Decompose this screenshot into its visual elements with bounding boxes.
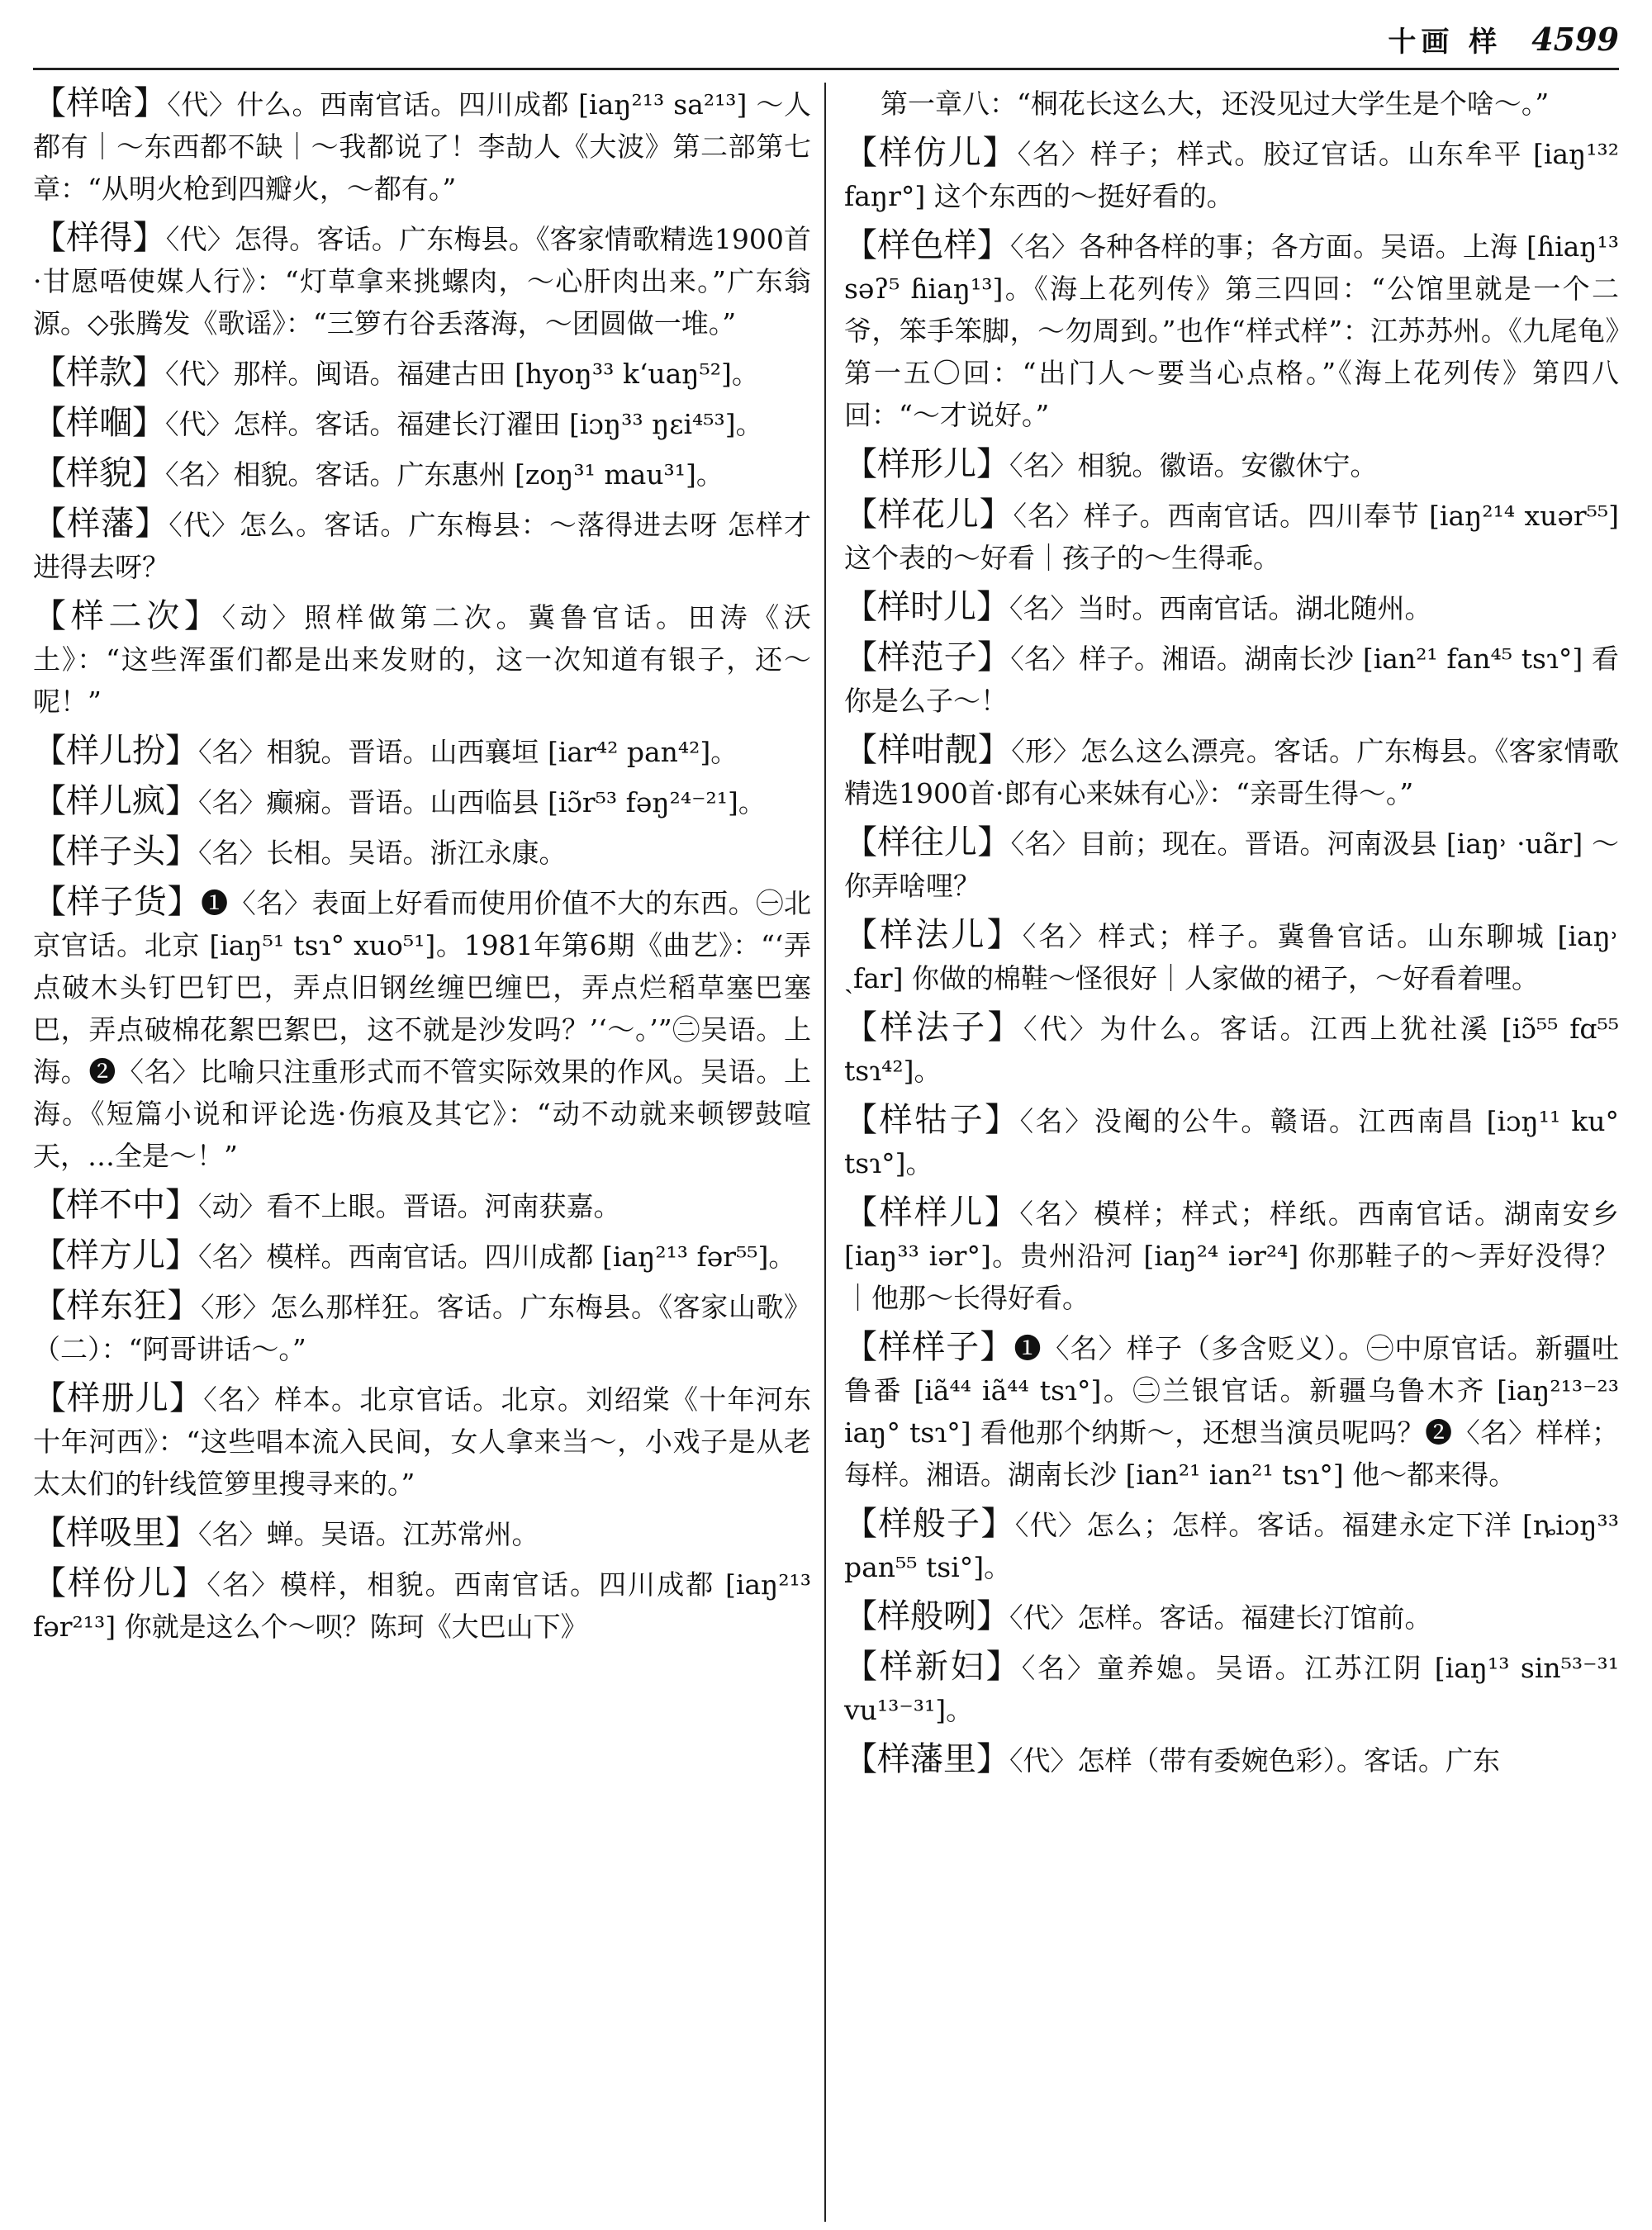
- dictionary-entry: [33, 453, 811, 496]
- entry-headword: 【样仿儿】: [844, 134, 1018, 172]
- entry-definition: 〈名〉样式；样子。冀鲁官话。山东聊城 [iaŋ˒ ˏfar] 你做的棉鞋～怪很好｜人家做的裙子，～好看着哩。: [844, 920, 1619, 994]
- entry-definition: 〈代〉怎得。客话。广东梅县。《客家情歌精选1900首·甘愿唔使媒人行》：“灯草拿来挑螺肉，～心肝肉出来。”广东翁源。◇张腾发《歌谣》：“三箩冇谷丢落海，～团圆做一堆。”: [33, 223, 812, 339]
- entry-definition: 〈代〉怎样。客话。福建长汀馆前。: [1009, 1601, 1432, 1634]
- entry-headword: 【样得】: [33, 219, 166, 257]
- entry-definition: 〈名〉当时。西南官话。湖北随州。: [1009, 592, 1432, 624]
- dictionary-entry: [33, 83, 811, 210]
- entry-headword: 【样子货】: [33, 883, 202, 921]
- dictionary-entry: [33, 217, 811, 344]
- dictionary-entry: [844, 1099, 1619, 1184]
- entry-headword: 【样份儿】: [33, 1564, 207, 1602]
- entry-definition: 〈名〉样子。西南官话。四川奉节 [iaŋ²¹⁴ xuər⁵⁵] 这个表的～好看｜孩子的～生得乖。: [844, 500, 1619, 574]
- entry-headword: 【样啥】: [33, 84, 168, 122]
- entry-headword: 【样往儿】: [844, 823, 1011, 861]
- entry-headword: 【样法子】: [844, 1008, 1023, 1046]
- entry-headword: 【样嗰】: [33, 404, 165, 442]
- entry-definition: 〈代〉什么。西南官话。四川成都 [iaŋ²¹³ sa²¹³] ～人都有｜～东西都不缺｜～我都说了！李劼人《大波》第二部第七章：“从明火枪到四瓣火，～都有。”: [33, 88, 812, 205]
- entry-definition: 〈名〉没阉的公牛。赣语。江西南昌 [iɔŋ¹¹ ku° tsɿ°]。: [844, 1105, 1619, 1179]
- entry-headword: 【样方儿】: [33, 1236, 198, 1274]
- entry-definition: 〈代〉怎样。客话。福建长汀濯田 [iɔŋ³³ ŋɛi⁴⁵³]。: [165, 408, 763, 440]
- entry-headword: 【样色样】: [844, 226, 1010, 264]
- entry-headword: 【样形儿】: [844, 445, 1009, 483]
- entry-definition: 〈动〉照样做第二次。冀鲁官话。田涛《沃土》：“这些浑蛋们都是出来发财的，这一次知道有银子，还～呢！”: [33, 601, 812, 718]
- entry-definition: 〈名〉样本。北京官话。北京。刘绍棠《十年河东十年河西》：“这些唱本流入民间，女人拿来当～，小戏子是从老太太们的针线笸箩里搜寻来的。”: [33, 1383, 811, 1500]
- dictionary-entry: [33, 402, 811, 445]
- dictionary-entry: [844, 1596, 1619, 1639]
- entry-definition: 〈名〉相貌。徽语。安徽休宁。: [1009, 449, 1378, 482]
- entry-definition: 〈名〉相貌。客话。广东惠州 [zoŋ³¹ mau³¹]。: [165, 458, 724, 491]
- entry-definition: 〈动〉看不上眼。晋语。河南获嘉。: [198, 1190, 621, 1222]
- entry-headword: 【样法儿】: [844, 916, 1023, 954]
- entry-headword: 【样貌】: [33, 454, 165, 492]
- entry-definition: 〈形〉怎么那样狂。客话。广东梅县。《客家山歌》（二）：“阿哥讲话～。”: [33, 1291, 812, 1365]
- entry-definition: 〈名〉模样。西南官话。四川成都 [iaŋ²¹³ fər⁵⁵]。: [198, 1241, 796, 1273]
- entry-headword: 【样牯子】: [844, 1101, 1020, 1139]
- entry-definition: 〈代〉怎么。客话。广东梅县：～落得进去呀 怎样才进得去呀？: [33, 509, 811, 583]
- dictionary-entry: [844, 914, 1619, 999]
- left-column: [33, 83, 826, 2222]
- dictionary-entry: [844, 1192, 1619, 1319]
- entry-headword: 【样款】: [33, 353, 165, 391]
- entry-headword: 【样儿扮】: [33, 732, 198, 770]
- entry-definition: 〈代〉怎样（带有委婉色彩）。客话。广东: [1009, 1744, 1500, 1777]
- dictionary-entry: [844, 1326, 1619, 1496]
- entry-definition: 〈形〉怎么这么漂亮。客话。广东梅县。《客家情歌精选1900首·郎有心来妹有心》：“亲哥生得～。”: [844, 735, 1619, 809]
- dictionary-entry: [844, 1503, 1619, 1588]
- right-column: [826, 83, 1619, 2222]
- dictionary-entry: [33, 1285, 811, 1370]
- entry-definition: 第一章八：“桐花长这么大，还没见过大学生是个啥～。”: [881, 88, 1550, 120]
- dictionary-entry: [33, 503, 811, 588]
- entry-definition: 〈名〉癫痫。晋语。山西临县 [iɔ̃r⁵³ fəŋ²⁴⁻²¹]。: [198, 786, 766, 818]
- entry-headword: 【样范子】: [844, 638, 1011, 676]
- entry-definition: ❶〈名〉表面上好看而使用价值不大的东西。㊀北京官话。北京 [iaŋ⁵¹ tsɿ° xuo⁵¹]。1981年第6期《曲艺》：“‘弄点破木头钉巴钉巴，弄点旧钢丝缠巴缠巴，弄点烂稻草塞巴塞巴，弄点破棉花絮巴絮巴，这不就是沙发吗？’‘～。’”㊁吴语。上海。❷〈名〉比喻只注重形式而不管实际效果的作风。吴语。上海。《短篇小说和评论选·伤痕及其它》：“动不动就来顿锣鼓喧天，…全是～！”: [33, 887, 812, 1172]
- entry-headword: 【样新妇】: [844, 1648, 1022, 1686]
- entry-headword: 【样儿疯】: [33, 782, 198, 820]
- entry-definition: 〈名〉各种各样的事；各方面。吴语。上海 [ɦiaŋ¹³ səʔ⁵ ɦiaŋ¹³]。《海上花列传》第三四回：“公馆里就是一个二爷，笨手笨脚，～勿周到。”也作“样式样”：江苏苏州。《九尾龟》第一五〇回：“出门人～要当心点格。”《海上花列传》第四八回：“～才说好。”: [844, 230, 1619, 431]
- entry-headword: 【样般子】: [844, 1505, 1015, 1543]
- page-number: 4599: [1531, 20, 1619, 58]
- entry-headword: 【样花儿】: [844, 496, 1014, 534]
- entry-headword: 【样子头】: [33, 833, 198, 871]
- dictionary-entry: [33, 595, 811, 723]
- entry-definition: 〈名〉模样；样式；样纸。西南官话。湖南安乡 [iaŋ³³ iər°]。贵州沿河 [iaŋ²⁴ iər²⁴] 你那鞋子的～弄好没得？｜他那～长得好看。: [844, 1198, 1619, 1314]
- dictionary-entry: [844, 1739, 1619, 1782]
- entry-definition: 〈名〉长相。吴语。浙江永康。: [198, 837, 567, 869]
- entry-headword: 【样册儿】: [33, 1379, 204, 1417]
- entry-headword: 【样东狂】: [33, 1287, 201, 1325]
- entry-definition: 〈代〉那样。闽语。福建古田 [hyoŋ³³ kʻuaŋ⁵²]。: [165, 358, 759, 390]
- entry-definition: 〈名〉样子。湘语。湖南长沙 [ian²¹ fan⁴⁵ tsɿ°] 看你是么子～！: [844, 643, 1619, 717]
- entry-headword: 【样二次】: [33, 597, 222, 635]
- entry-definition: 〈名〉样子；样式。胶辽官话。山东牟平 [iaŋ¹³² faŋr°] 这个东西的～挺好看的。: [844, 138, 1619, 212]
- dictionary-entry: [844, 729, 1619, 814]
- dictionary-entry: [844, 1646, 1619, 1731]
- entry-definition: 〈名〉相貌。晋语。山西襄垣 [iar⁴² pan⁴²]。: [198, 736, 738, 768]
- dictionary-entry: [33, 881, 811, 1177]
- dictionary-entry: [844, 637, 1619, 722]
- dictionary-entry: [33, 780, 811, 823]
- entry-definition: 〈代〉为什么。客话。江西上犹社溪 [iɔ̃⁵⁵ fɑ⁵⁵ tsɿ⁴²]。: [844, 1013, 1619, 1087]
- dictionary-entry: [844, 586, 1619, 629]
- entry-definition: 〈名〉目前；现在。晋语。河南汲县 [iaŋ˒ ·uãr] ～你弄啥哩？: [844, 828, 1619, 902]
- dictionary-entry: [33, 1378, 811, 1505]
- dictionary-entry: [33, 352, 811, 395]
- entry-definition: 〈名〉模样，相貌。西南官话。四川成都 [iaŋ²¹³ fər²¹³] 你就是这么个～呗？陈珂《大巴山下》: [33, 1568, 812, 1643]
- page-header: [33, 10, 1619, 70]
- dictionary-entry: [33, 831, 811, 874]
- dictionary-entry: [33, 1184, 811, 1227]
- entry-headword: 【样藩里】: [844, 1740, 1009, 1778]
- dictionary-entry: [844, 1007, 1619, 1092]
- dictionary-entry: [33, 730, 811, 773]
- dictionary-entry: [844, 83, 1619, 125]
- entry-headword: 【样不中】: [33, 1186, 198, 1224]
- dictionary-entry: [33, 1512, 811, 1555]
- entry-headword: 【样时儿】: [844, 588, 1009, 626]
- dictionary-columns: [33, 83, 1619, 2222]
- dictionary-entry: [844, 225, 1619, 436]
- section-heading: 十画 样: [1388, 25, 1502, 59]
- entry-definition: 〈代〉怎么；怎样。客话。福建永定下洋 [ȵiɔŋ³³ pan⁵⁵ tsi°]。: [844, 1509, 1619, 1583]
- entry-headword: 【样吸里】: [33, 1514, 198, 1552]
- entry-definition: ❶〈名〉样子（多含贬义）。㊀中原官话。新疆吐鲁番 [iã⁴⁴ iã⁴⁴ tsɿ°]。㊁兰银官话。新疆乌鲁木齐 [iaŋ²¹³⁻²³ iaŋ° tsɿ°] 看他那个纳斯～，还想当演员呢吗？❷〈名〉样样；每样。湘语。湖南长沙 [ian²¹ ian²¹ tsɿ°] 他～都来得。: [844, 1332, 1619, 1491]
- dictionary-entry: [33, 1563, 811, 1648]
- dictionary-entry: [844, 132, 1619, 217]
- entry-headword: 【样样儿】: [844, 1193, 1020, 1231]
- entry-definition: 〈名〉蝉。吴语。江苏常州。: [198, 1518, 539, 1550]
- entry-headword: 【样藩】: [33, 505, 169, 543]
- dictionary-entry: [844, 444, 1619, 486]
- entry-headword: 【样般咧】: [844, 1597, 1009, 1635]
- entry-headword: 【样样子】: [844, 1328, 1014, 1366]
- entry-headword: 【样咁靓】: [844, 731, 1012, 769]
- dictionary-entry: [844, 822, 1619, 907]
- dictionary-entry: [33, 1235, 811, 1278]
- entry-definition: 〈名〉童养媳。吴语。江苏江阴 [iaŋ¹³ sin⁵³⁻³¹ vu¹³⁻³¹]。: [844, 1652, 1619, 1726]
- dictionary-entry: [844, 494, 1619, 579]
